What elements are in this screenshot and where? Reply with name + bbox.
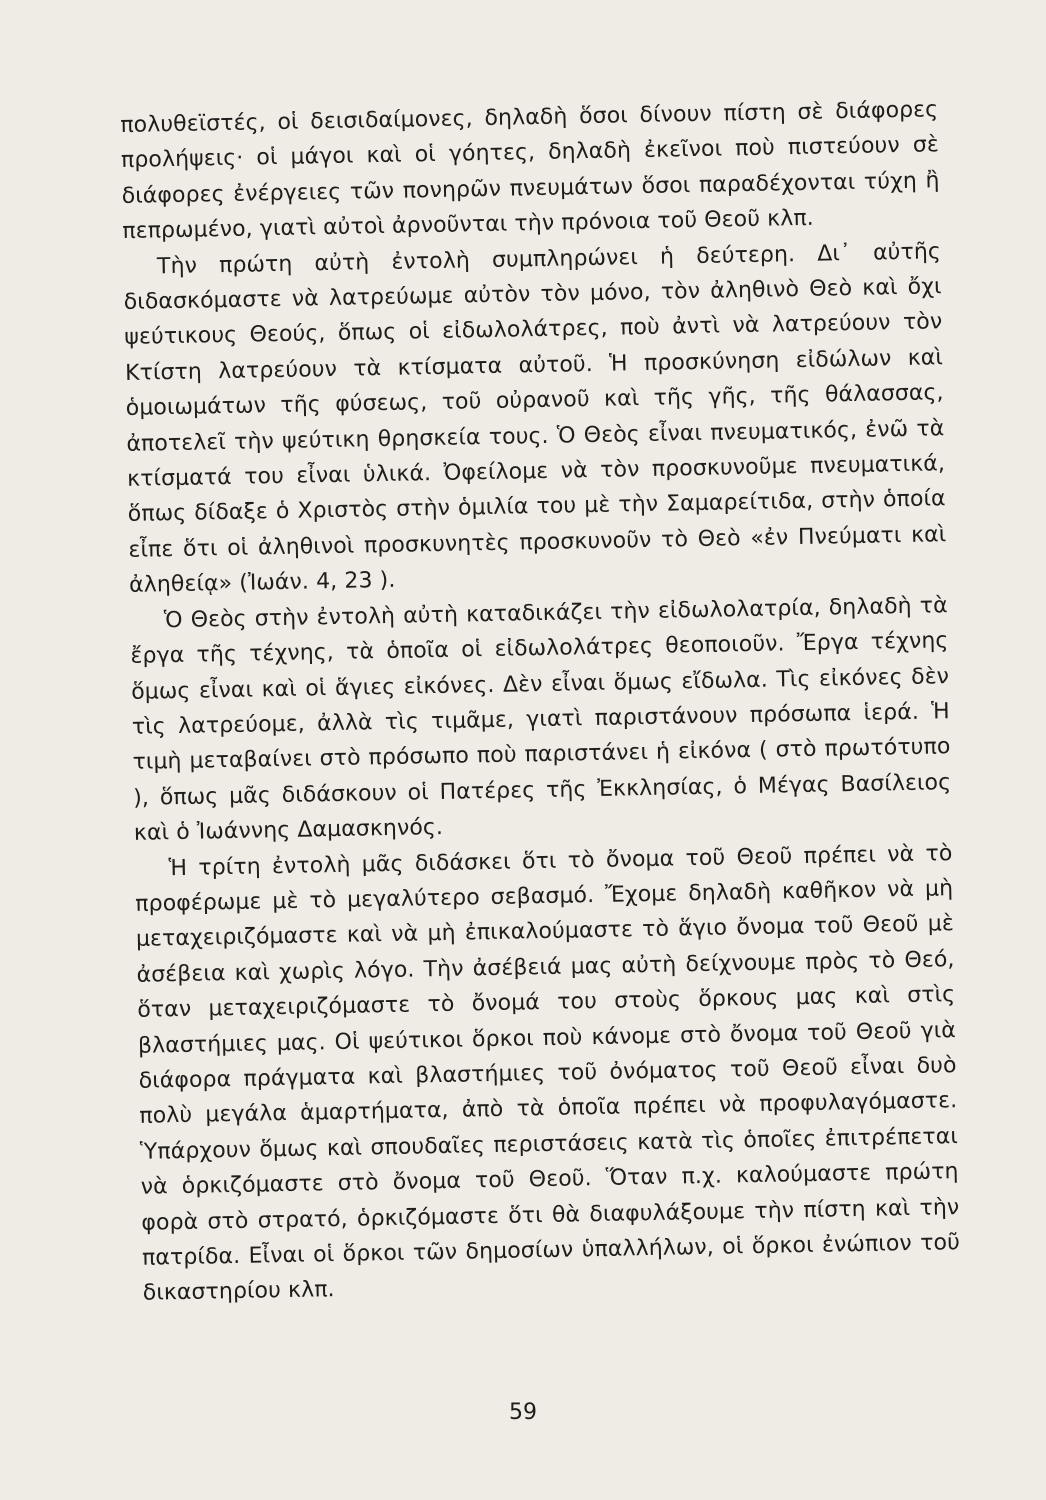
body-text bbox=[120, 92, 961, 1311]
paragraph-second-commandment: Τὴν πρώτη αὐτὴ ἐντολὴ συμπληρώνει ἡ δεύτερη. Δι᾽ αὐτῆς διδασκόμαστε νὰ λατρεύωμε αὐτὸν τὸν μόνο, τὸν ἀληθινὸ Θεὸ καὶ ὄχι ψεύτικους Θεούς, ὅπως οἱ εἰδωλολάτρες, ποὺ ἀντὶ νὰ λατρεύουν τὸν Κτίστη λατρεύουν τὰ κτίσματα αὐτοῦ. Ἡ προσκύνηση εἰδώλων καὶ ὁμοιωμάτων τῆς φύσεως, τοῦ οὐρανοῦ καὶ τῆς γῆς, τῆς θάλασσας, ἀποτελεῖ τὴν ψεύτικη θρησκεία τους. Ὁ Θεὸς εἶναι πνευματικός, ἐνῶ τὰ κτίσματά του εἶναι ὑλικά. Ὀφείλομε νὰ τὸν προσκυνοῦμε πνευματικά, ὅπως δίδαξε ὁ Χριστὸς στὴν ὁμιλία του μὲ τὴν Σαμαρείτιδα, στὴν ὁποία εἶπε ὅτι οἱ ἀληθινοὶ προσκυνητὲς προσκυνοῦν τὸ Θεὸ «ἐν Πνεύματι καὶ ἀληθείᾳ» (Ἰωάν. 4, 23 ). bbox=[123, 238, 947, 599]
paragraph-icons: Ὁ Θεὸς στὴν ἐντολὴ αὐτὴ καταδικάζει τὴν εἰδωλολατρία, δηλαδὴ τὰ ἔργα τῆς τέχνης, τὰ ὁποῖα οἱ εἰδωλολάτρες θεοποιοῦν. Ἔργα τέχνης ὅμως εἶναι καὶ οἱ ἅγιες εἰκόνες. Δὲν εἶναι ὅμως εἴδωλα. Τὶς εἰκόνες δὲν τὶς λατρεύομε, ἀλλὰ τὶς τιμᾶμε, γιατὶ παριστάνουν πρόσωπα ἱερά. Ἡ τιμὴ μεταβαίνει στὸ πρόσωπο ποὺ παριστάνει ἡ εἰκόνα ( στὸ πρωτότυπο ), ὅπως μᾶς διδάσκουν οἱ Πατέρες τῆς Ἐκκλησίας, ὁ Μέγας Βασίλειος καὶ ὁ Ἰωάννης Δαμασκηνός. bbox=[130, 592, 952, 846]
paragraph-third-commandment: Ἡ τρίτη ἐντολὴ μᾶς διδάσκει ὅτι τὸ ὄνομα τοῦ Θεοῦ πρέπει νὰ τὸ προφέρωμε μὲ τὸ μεγαλύτερο σεβασμό. Ἔχομε δηλαδὴ καθῆκον νὰ μὴ μεταχειριζόμαστε καὶ νὰ μὴ ἐπικαλούμαστε τὸ ἅγιο ὄνομα τοῦ Θεοῦ μὲ ἀσέβεια καὶ χωρὶς λόγο. Τὴν ἀσέβειά μας αὐτὴ δείχνουμε πρὸς τὸ Θεό, ὅταν μεταχειριζόμαστε τὸ ὄνομά του στοὺς ὅρκους μας καὶ στὶς βλαστήμιες μας. Οἱ ψεύτικοι ὅρκοι ποὺ κάνομε στὸ ὄνομα τοῦ Θεοῦ γιὰ διάφορα πράγματα καὶ βλαστήμιες τοῦ ὀνόματος τοῦ Θεοῦ εἶναι δυὸ πολὺ μεγάλα ἁμαρτήματα, ἀπὸ τὰ ὁποῖα πρέπει νὰ προφυλαγόμαστε. Ὑπάρχουν ὅμως καὶ σπουδαῖες περιστάσεις κατὰ τὶς ὁποῖες ἐπιτρέπεται νὰ ὁρκιζόμαστε στὸ ὄνομα τοῦ Θεοῦ. Ὅταν π.χ. καλούμαστε πρώτη φορὰ στὸ στρατό, ὁρκιζόμαστε ὅτι θὰ διαφυλάξουμε τὴν πίστη καὶ τὴν πατρίδα. Εἶναι οἱ ὅρκοι τῶν δημοσίων ὑπαλλήλων, οἱ ὅρκοι ἐνώπιον τοῦ δικαστηρίου κλπ. bbox=[135, 840, 961, 1307]
paragraph-continuation: πολυθεϊστές, οἱ δεισιδαίμονες, δηλαδὴ ὅσοι δίνουν πίστη σὲ διάφορες προλήψεις· οἱ μάγοι καὶ οἱ γόητες, δηλαδὴ ἐκεῖνοι ποὺ πιστεύουν σὲ διάφορες ἐνέργειες τῶν πονηρῶν πνευμάτων ὅσοι παραδέχονται τύχη ἢ πεπρωμένο, γιατὶ αὐτοὶ ἀρνοῦνται τὴν πρόνοια τοῦ Θεοῦ κλπ. bbox=[120, 97, 940, 245]
page-number: 59 bbox=[509, 1400, 537, 1425]
